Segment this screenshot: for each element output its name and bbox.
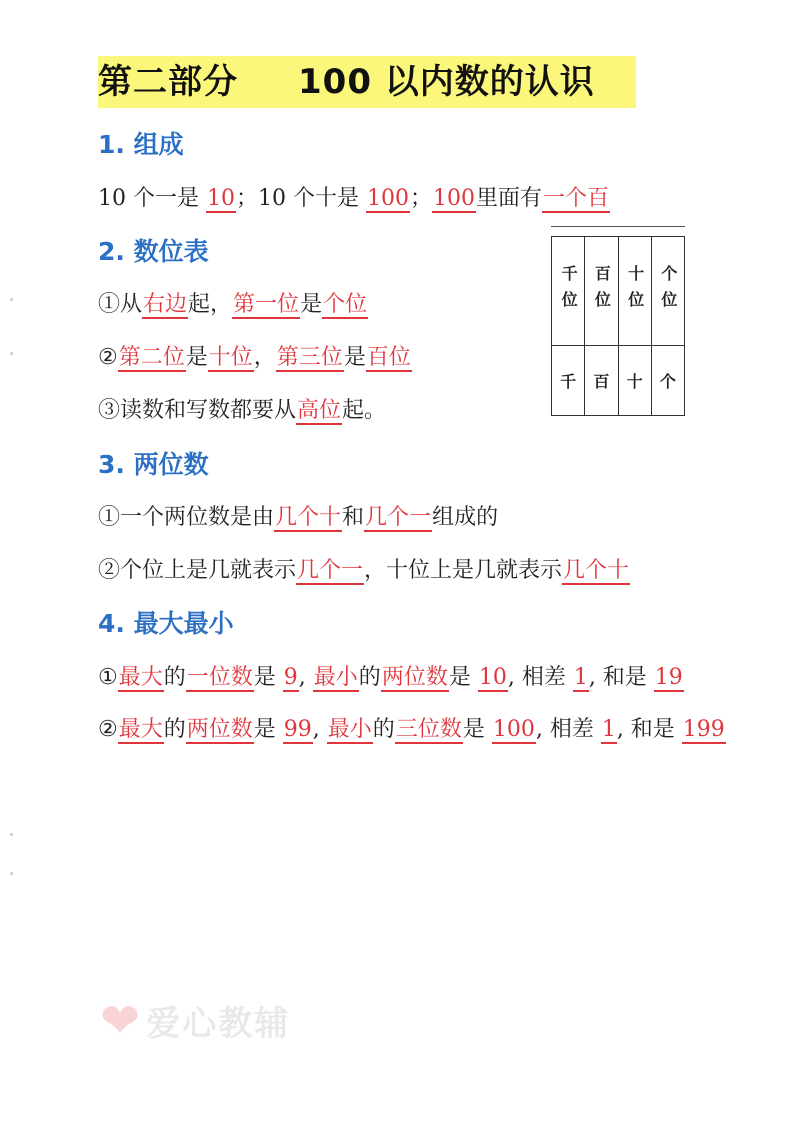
scan-mark: [10, 833, 13, 836]
text-segment: ①从: [98, 292, 143, 317]
text-segment: 里面有: [475, 186, 542, 211]
text-segment: ②个位上是几就表示: [98, 558, 297, 583]
text-segment: 是: [253, 717, 283, 742]
answer-blank: 100: [432, 186, 475, 211]
text-segment: 是: [253, 665, 283, 690]
text-segment: , 相差: [507, 665, 573, 690]
watermark-text: 爱心教辅: [146, 1004, 291, 1044]
text-segment: 是: [343, 345, 366, 370]
header-tens: 十位: [625, 265, 645, 317]
scan-mark: [10, 872, 13, 875]
answer-blank: 最小: [327, 717, 372, 742]
text-segment: 的: [372, 717, 395, 742]
composition-line: [98, 184, 610, 214]
text-segment: ，: [253, 345, 276, 370]
answer-blank: 最大: [118, 665, 163, 690]
answer-blank: 一位数: [186, 665, 253, 690]
text-segment: ,: [298, 665, 313, 690]
answer-blank: 几个一: [297, 558, 364, 583]
text-segment: , 相差: [535, 717, 601, 742]
table-body-row: [552, 345, 684, 415]
table-cell: 十: [619, 345, 652, 415]
answer-blank: 两位数: [186, 717, 253, 742]
max-min-line-1: [98, 663, 684, 693]
header-thousands: 千位: [559, 265, 579, 317]
answer-blank: 100: [492, 717, 535, 742]
answer-blank: 9: [283, 665, 298, 690]
place-value-line-1: [98, 290, 368, 320]
text-segment: 是: [462, 717, 492, 742]
section-heading-two-digit-numbers: 3. 两位数: [98, 450, 209, 479]
text-segment: 起。: [342, 398, 387, 423]
answer-blank: 十位: [208, 345, 253, 370]
text-segment: 的: [163, 665, 186, 690]
table-header-cell: [619, 237, 652, 345]
text-segment: , 和是: [616, 717, 682, 742]
text-segment: ,: [312, 717, 327, 742]
text-segment: 是: [448, 665, 478, 690]
table-header-cell: [552, 237, 585, 345]
table-cell: 百: [585, 345, 618, 415]
table-cell: 千: [552, 345, 585, 415]
max-min-line-2: [98, 715, 726, 745]
answer-blank: 几个一: [365, 505, 432, 530]
two-digit-line-1: [98, 503, 498, 533]
text-segment: 起，: [188, 292, 233, 317]
answer-blank: 几个十: [563, 558, 630, 583]
text-segment: ；10 个十是: [235, 186, 366, 211]
text-segment: ②: [98, 717, 118, 742]
answer-blank: 三位数: [395, 717, 462, 742]
section-heading-max-min: 4. 最大最小: [98, 609, 234, 638]
text-segment: ；: [409, 186, 432, 211]
text-segment: 的: [358, 665, 381, 690]
table-cell: 个: [659, 371, 676, 391]
text-segment: 是: [185, 345, 208, 370]
answer-blank: 右边: [143, 292, 188, 317]
watermark: [100, 992, 291, 1049]
answer-blank: 两位数: [381, 665, 448, 690]
answer-blank: 最小: [313, 665, 358, 690]
table-top-rule: [551, 226, 685, 227]
page-title-part: 第二部分: [98, 62, 238, 102]
answer-blank: 199: [682, 717, 725, 742]
scan-mark: [10, 298, 13, 301]
answer-blank: 100: [366, 186, 409, 211]
answer-blank: 高位: [297, 398, 342, 423]
answer-blank: 第三位: [276, 345, 343, 370]
table-header-row: [552, 237, 684, 346]
answer-blank: 几个十: [275, 505, 342, 530]
text-segment: , 和是: [588, 665, 654, 690]
answer-blank: 一个百: [543, 186, 610, 211]
place-value-line-2: [98, 343, 412, 373]
answer-blank: 1: [601, 717, 616, 742]
answer-blank: 个位: [323, 292, 368, 317]
scan-mark: [10, 352, 13, 355]
table-header-cell: [652, 237, 684, 345]
text-segment: 是: [300, 292, 323, 317]
answer-blank: 10: [478, 665, 507, 690]
header-ones: 个位: [658, 265, 678, 317]
table-header-cell: [585, 237, 618, 345]
answer-blank: 第二位: [118, 345, 185, 370]
place-value-table: [551, 236, 685, 416]
text-segment: ，十位上是几就表示: [364, 558, 563, 583]
text-segment: ②: [98, 345, 118, 370]
section-heading-composition: 1. 组成: [98, 130, 184, 159]
page-title: [98, 56, 636, 108]
text-segment: 10 个一是: [98, 186, 206, 211]
page-title-topic: 100 以内数的认识: [298, 62, 595, 102]
section-heading-place-value-table: 2. 数位表: [98, 237, 209, 266]
answer-blank: 99: [283, 717, 312, 742]
text-segment: 组成的: [432, 505, 499, 530]
text-segment: ①: [98, 665, 118, 690]
heart-icon: ❤: [100, 992, 141, 1049]
header-hundreds: 百位: [592, 265, 612, 317]
place-value-line-3: [98, 396, 386, 426]
two-digit-line-2: [98, 556, 630, 586]
text-segment: 和: [342, 505, 365, 530]
answer-blank: 百位: [366, 345, 411, 370]
answer-blank: 1: [573, 665, 588, 690]
answer-blank: 19: [654, 665, 683, 690]
text-segment: ③读数和写数都要从: [98, 398, 297, 423]
text-segment: ①一个两位数是由: [98, 505, 275, 530]
answer-blank: 最大: [118, 717, 163, 742]
answer-blank: 10: [206, 186, 235, 211]
text-segment: 的: [163, 717, 186, 742]
answer-blank: 第一位: [233, 292, 300, 317]
